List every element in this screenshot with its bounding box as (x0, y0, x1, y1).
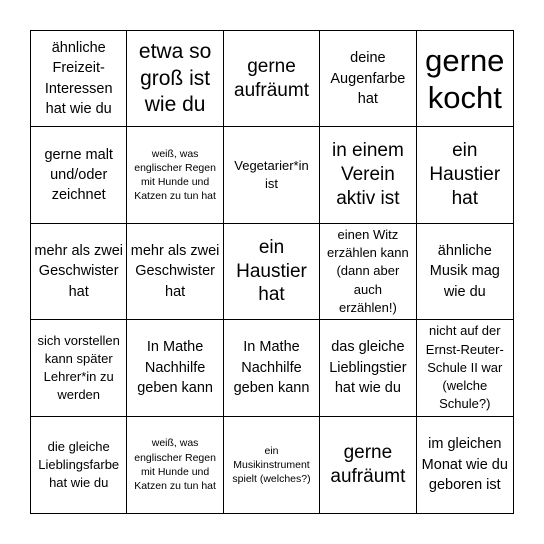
bingo-cell-text: ähnliche Musik mag wie du (429, 243, 500, 300)
bingo-cell[interactable] (127, 320, 223, 416)
bingo-cell-text: weiß, was englischer Regen mit Hunde und Katzen zu tun hat (134, 437, 216, 492)
bingo-cell[interactable] (127, 127, 223, 223)
bingo-cell[interactable] (320, 320, 416, 416)
bingo-cell[interactable] (127, 224, 223, 320)
bingo-cell-text: Vegetarier*in ist (234, 157, 309, 192)
bingo-cell[interactable] (417, 320, 513, 416)
bingo-cell[interactable] (417, 31, 513, 127)
bingo-cell[interactable] (31, 31, 127, 127)
bingo-cell-text: sich vorstellen kann später Lehrer*in zu werden (37, 332, 120, 403)
bingo-cell-text: das gleiche Lieblingstier hat wie du (329, 339, 407, 397)
bingo-cell[interactable] (224, 224, 320, 320)
bingo-cell-text: ein Musikinstrument spielt (welches?) (232, 444, 311, 485)
bingo-cell-text: ähnliche Freizeit-Interessen hat wie du (44, 40, 113, 117)
bingo-cell-text: etwa so groß ist wie du (138, 40, 212, 116)
bingo-board (30, 30, 514, 514)
bingo-cell[interactable] (224, 320, 320, 416)
bingo-cell[interactable] (320, 127, 416, 223)
bingo-cell[interactable] (320, 31, 416, 127)
bingo-cell-text: gerne malt und/oder zeichnet (44, 146, 113, 204)
bingo-cell[interactable] (31, 320, 127, 416)
bingo-cell-text: mehr als zwei Geschwister hat (34, 243, 124, 300)
bingo-cell-text: ein Haustier hat (236, 236, 307, 306)
bingo-cell-text: gerne aufräumt (234, 55, 309, 101)
bingo-cell-text: gerne kocht (425, 42, 505, 115)
bingo-cell[interactable] (31, 224, 127, 320)
bingo-cell-text: mehr als zwei Geschwister hat (130, 243, 220, 300)
bingo-cell[interactable] (320, 224, 416, 320)
bingo-cell[interactable] (417, 127, 513, 223)
bingo-cell[interactable] (127, 31, 223, 127)
bingo-cell[interactable] (320, 417, 416, 513)
bingo-cell[interactable] (31, 417, 127, 513)
bingo-cell-text: deine Augenfarbe hat (330, 50, 406, 107)
bingo-cell-text: die gleiche Lieblingsfarbe hat wie du (38, 438, 120, 490)
bingo-cell[interactable] (417, 224, 513, 320)
bingo-cell-text: gerne aufräumt (330, 442, 406, 487)
bingo-cell[interactable] (224, 127, 320, 223)
bingo-cell-text: weiß, was englischer Regen mit Hunde und Katzen zu tun hat (134, 147, 216, 203)
bingo-cell[interactable] (31, 127, 127, 223)
bingo-cell-text: einen Witz erzählen kann (dann aber auch erzählen!) (327, 227, 409, 315)
bingo-cell[interactable] (224, 417, 320, 513)
bingo-cell-text: nicht auf der Ernst-Reuter-Schule II war (welche Schule?) (425, 323, 504, 412)
bingo-cell[interactable] (417, 417, 513, 513)
bingo-cell[interactable] (127, 417, 223, 513)
bingo-cell-text: In Mathe Nachhilfe geben kann (137, 339, 213, 397)
bingo-cell-text: In Mathe Nachhilfe geben kann (233, 339, 310, 397)
bingo-cell[interactable] (224, 31, 320, 127)
bingo-cell-text: in einem Verein aktiv ist (331, 140, 404, 209)
bingo-cell-text: ein Haustier hat (429, 140, 501, 209)
bingo-cell-text: im gleichen Monat wie du geboren ist (421, 436, 508, 493)
